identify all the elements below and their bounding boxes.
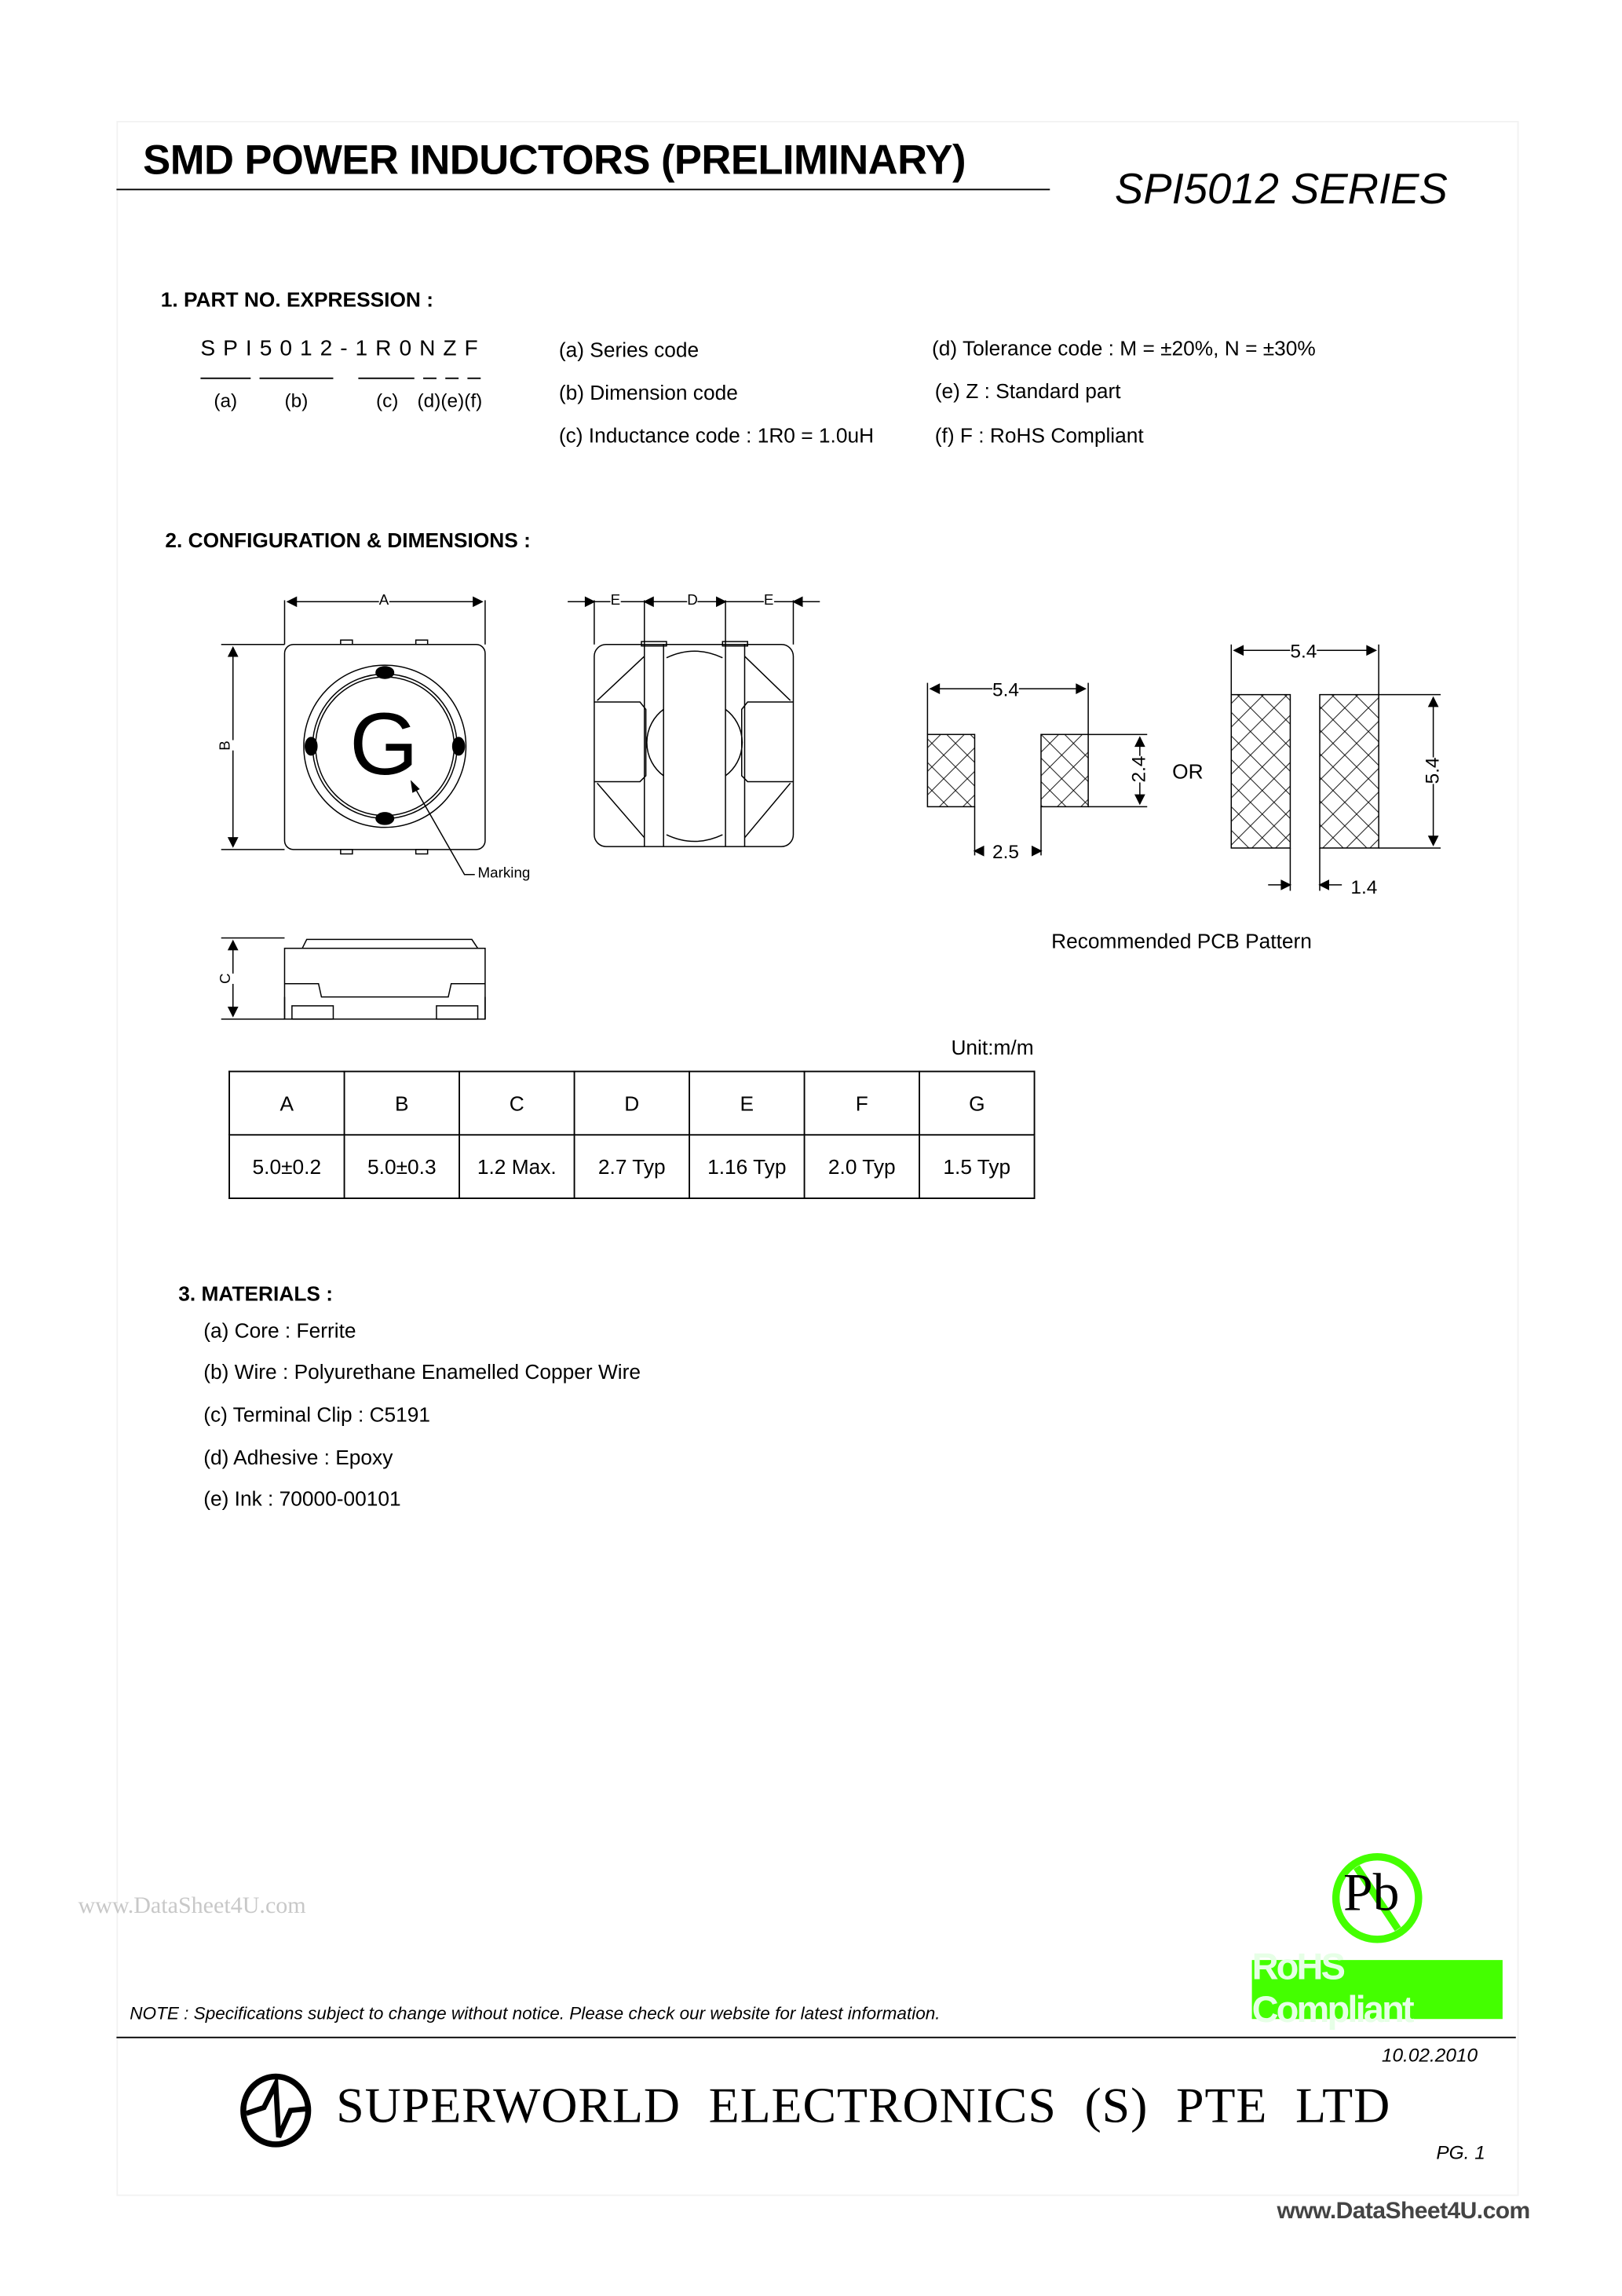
table-cell: 5.0±0.2 xyxy=(229,1135,344,1198)
material-item: (b) Wire : Polyurethane Enamelled Copper Wire xyxy=(203,1359,641,1384)
pcb-height-small: 2.4 xyxy=(1127,755,1150,783)
pcb-or-label: OR xyxy=(1172,759,1204,784)
watermark: www.DataSheet4U.com xyxy=(78,1893,306,1919)
pcb-pattern-small xyxy=(927,683,1150,856)
materials-heading: 3. MATERIALS : xyxy=(178,1281,334,1306)
table-header: A xyxy=(229,1072,344,1135)
table-header-row xyxy=(229,1072,1034,1135)
pcb-width-small: 5.4 xyxy=(992,678,1019,701)
table-header: C xyxy=(459,1072,574,1135)
config-heading: 2. CONFIGURATION & DIMENSIONS : xyxy=(165,528,531,552)
dim-label-d: D xyxy=(687,593,698,609)
pb-logo-text: Pb xyxy=(1343,1863,1400,1922)
table-header: G xyxy=(919,1072,1034,1135)
part-number-code: SPI5012-1R0NZF xyxy=(200,336,486,362)
series-name: SPI5012 SERIES xyxy=(1114,166,1448,214)
table-cell: 1.5 Typ xyxy=(919,1135,1034,1198)
dimension-drawings xyxy=(0,0,1622,1062)
segment-label-c: (c) xyxy=(375,389,399,412)
dim-label-e-left: E xyxy=(610,593,621,609)
segment-label-b: (b) xyxy=(284,389,309,412)
segment-label-a: (a) xyxy=(214,389,238,412)
desc-e: (e) Z : Standard part xyxy=(934,378,1121,403)
side-view-drawing xyxy=(221,938,485,1019)
pcb-width-large: 5.4 xyxy=(1290,640,1317,663)
table-header: E xyxy=(689,1072,804,1135)
dim-label-e-right: E xyxy=(763,593,774,609)
document-title: SMD POWER INDUCTORS (PRELIMINARY) xyxy=(143,137,966,183)
pcb-pad-width: 1.4 xyxy=(1350,876,1378,898)
rohs-badge: RoHS Compliant xyxy=(1252,1960,1503,2019)
company-name: SUPERWORLD ELECTRONICS (S) PTE LTD xyxy=(336,2079,1391,2134)
desc-c: (c) Inductance code : 1R0 = 1.0uH xyxy=(558,423,875,448)
dimension-table xyxy=(228,1071,1035,1199)
pcb-pattern-large xyxy=(1231,645,1441,891)
unit-label: Unit:m/m xyxy=(951,1035,1034,1059)
material-item: (e) Ink : 70000-00101 xyxy=(203,1486,401,1511)
footer-rule xyxy=(116,2037,1515,2038)
pcb-caption: Recommended PCB Pattern xyxy=(1051,929,1312,953)
dim-label-a: A xyxy=(378,593,389,609)
table-header: F xyxy=(805,1072,919,1135)
dim-label-b: B xyxy=(217,740,235,751)
pcb-height-large: 5.4 xyxy=(1420,757,1443,784)
segment-label-def: (d)(e)(f) xyxy=(417,389,483,412)
footer-note: NOTE : Specifications subject to change without notice. Please check our website for latest information. xyxy=(130,2002,941,2024)
desc-d: (d) Tolerance code : M = ±20%, N = ±30% xyxy=(932,336,1316,360)
table-row xyxy=(229,1135,1034,1198)
table-header: B xyxy=(345,1072,459,1135)
company-logo-icon xyxy=(237,2072,314,2149)
bottom-view-drawing xyxy=(568,598,820,846)
document-date: 10.02.2010 xyxy=(1381,2044,1478,2067)
material-item: (d) Adhesive : Epoxy xyxy=(203,1445,393,1469)
desc-a: (a) Series code xyxy=(558,338,700,362)
table-cell: 2.0 Typ xyxy=(805,1135,919,1198)
material-item: (c) Terminal Clip : C5191 xyxy=(203,1402,431,1427)
marking-label: Marking xyxy=(477,865,531,883)
desc-b: (b) Dimension code xyxy=(558,380,738,404)
marking-letter-g: G xyxy=(349,694,418,794)
desc-f: (f) F : RoHS Compliant xyxy=(934,423,1144,448)
table-cell: 1.16 Typ xyxy=(689,1135,804,1198)
pcb-gap: 2.5 xyxy=(992,840,1019,863)
page-number: PG. 1 xyxy=(1436,2141,1485,2164)
dim-label-c: C xyxy=(218,973,235,984)
table-cell: 5.0±0.3 xyxy=(345,1135,459,1198)
table-cell: 1.2 Max. xyxy=(459,1135,574,1198)
part-no-heading: 1. PART NO. EXPRESSION : xyxy=(160,287,433,312)
table-cell: 2.7 Typ xyxy=(575,1135,689,1198)
table-header: D xyxy=(575,1072,689,1135)
watermark-bottom: www.DataSheet4U.com xyxy=(1277,2199,1530,2225)
material-item: (a) Core : Ferrite xyxy=(203,1318,356,1343)
